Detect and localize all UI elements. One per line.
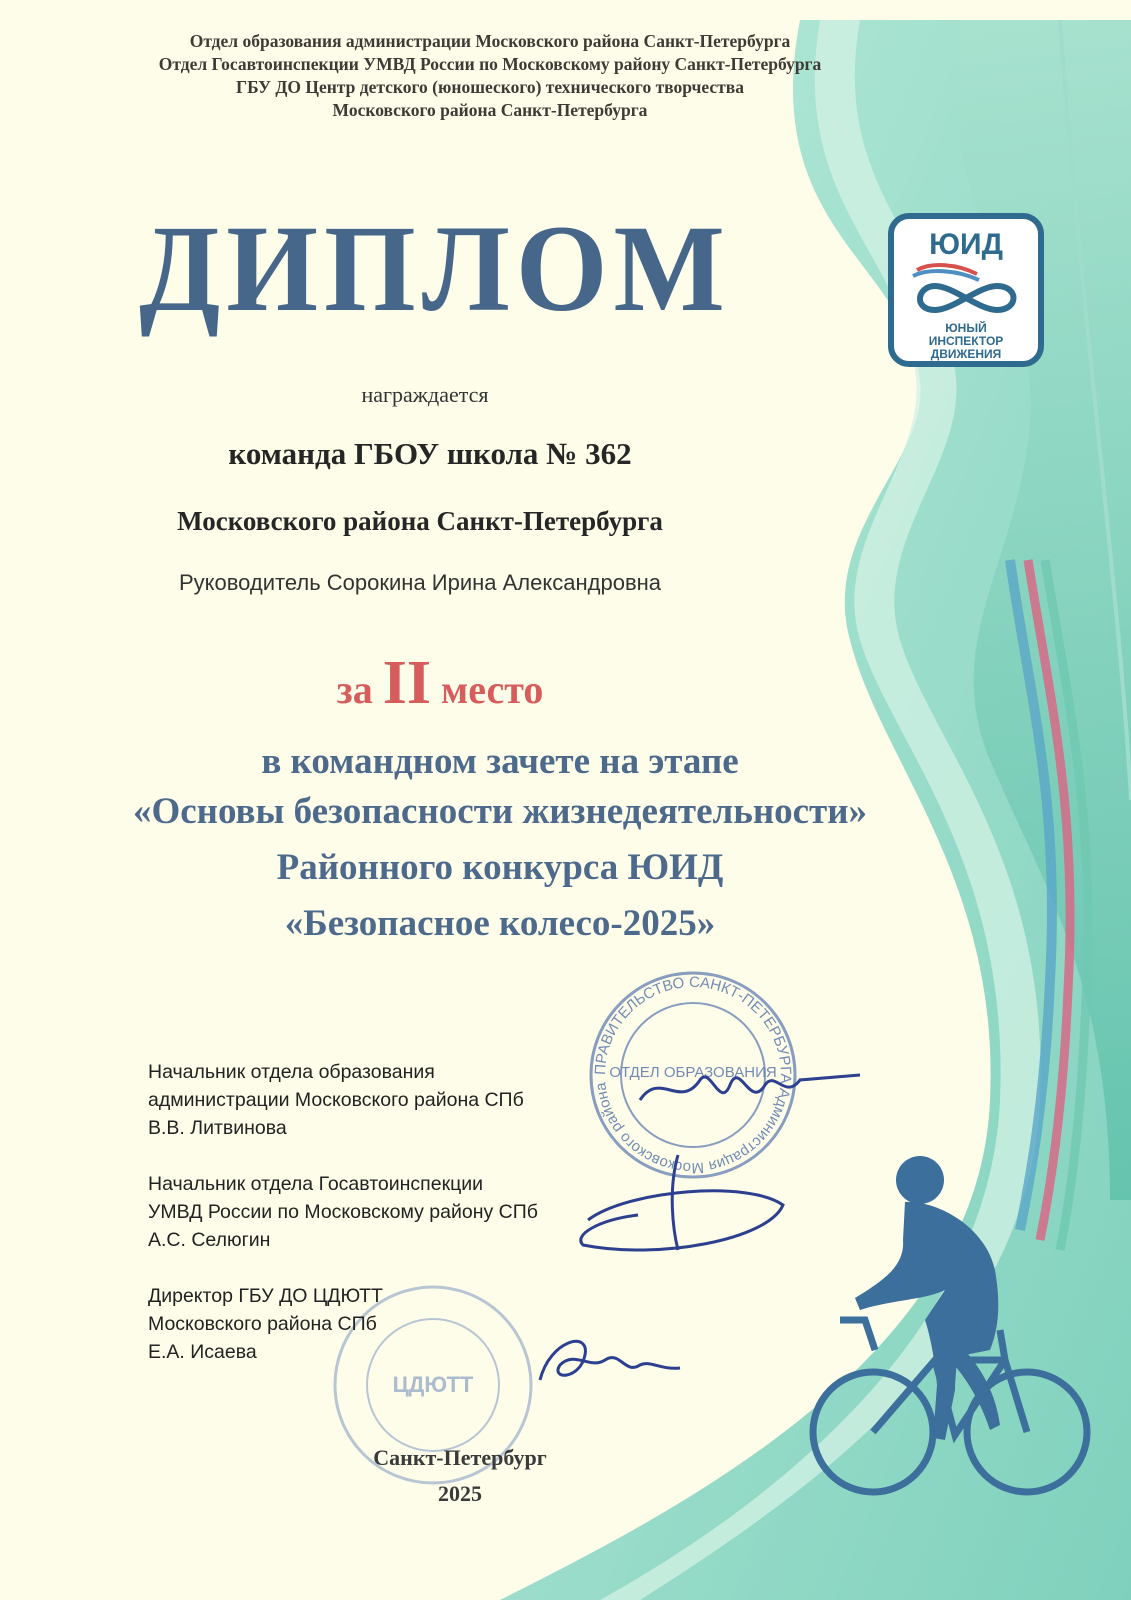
stamp2-center-text: ЦДЮТТ bbox=[392, 1372, 474, 1397]
logo-line-3: ДВИЖЕНИЯ bbox=[930, 347, 1002, 361]
org-line-3: ГБУ ДО Центр детского (юношеского) технического творчества bbox=[236, 77, 744, 97]
team-leader: Руководитель Сорокина Ирина Александровна bbox=[178, 570, 662, 595]
recipient-team: команда ГБОУ школа № 362 bbox=[228, 436, 632, 471]
recipient-district: Московского района Санкт-Петербурга bbox=[177, 506, 663, 536]
place-award bbox=[60, 648, 820, 725]
signatory-3-organization: Московского района СПб bbox=[148, 1313, 377, 1335]
logo-line-1: ЮНЫЙ bbox=[945, 321, 987, 335]
competition-line-3: Районного конкурса ЮИД bbox=[276, 847, 724, 888]
footer-year: 2025 bbox=[438, 1481, 482, 1506]
signatory-2-organization: УМВД России по Московскому району СПб bbox=[148, 1201, 538, 1223]
org-line-2: Отдел Госавтоинспекции УМВД России по Московскому району Санкт-Петербурга bbox=[158, 54, 822, 74]
competition-line-4: «Безопасное колесо-2025» bbox=[284, 903, 716, 944]
place-and-date bbox=[340, 1440, 580, 1512]
signatory-1-organization: администрации Московского района СПб bbox=[148, 1089, 524, 1111]
competition-line-2: «Основы безопасности жизнедеятельности» bbox=[132, 791, 868, 832]
signatory-traffic-police-head bbox=[148, 1170, 538, 1254]
place-number: II bbox=[382, 649, 431, 717]
signatory-director bbox=[148, 1282, 383, 1366]
signatory-education-head bbox=[148, 1058, 524, 1142]
signatory-2-position: Начальник отдела Госавтоинспекции bbox=[148, 1173, 484, 1195]
signatory-1-name: В.В. Литвинова bbox=[148, 1117, 287, 1139]
stamp1-center-text: ОТДЕЛ ОБРАЗОВАНИЯ bbox=[609, 1064, 777, 1081]
signatory-3-position: Директор ГБУ ДО ЦДЮТТ bbox=[148, 1285, 383, 1307]
signature-selyugin bbox=[568, 1150, 798, 1260]
place-suffix: место bbox=[440, 667, 544, 712]
awarded-label: награждается bbox=[361, 382, 489, 407]
diploma-title: ДИПЛОМ bbox=[139, 199, 731, 338]
signature-litvinova bbox=[630, 1040, 870, 1130]
org-line-1: Отдел образования администрации Московского района Санкт-Петербурга bbox=[189, 31, 791, 51]
logo-abbr: ЮИД bbox=[929, 228, 1003, 261]
cyclist-silhouette-icon bbox=[795, 1150, 1095, 1510]
issuing-organizations bbox=[50, 30, 930, 122]
signatory-1-position: Начальник отдела образования bbox=[148, 1061, 435, 1083]
signatory-3-name: Е.А. Исаева bbox=[148, 1341, 257, 1363]
logo-line-2: ИНСПЕКТОР bbox=[928, 334, 1004, 348]
competition-line-1: в командном зачете на этапе bbox=[261, 741, 739, 782]
footer-city: Санкт-Петербург bbox=[373, 1445, 547, 1470]
place-prefix: за bbox=[336, 667, 373, 712]
yuid-logo bbox=[887, 212, 1045, 368]
org-line-4: Московского района Санкт-Петербурга bbox=[332, 100, 648, 120]
signature-isaeva bbox=[530, 1320, 700, 1400]
stamp1-ring-text: ПРАВИТЕЛЬСТВО САНКТ-ПЕТЕРБУРГА Администрация Московского района bbox=[591, 973, 795, 1177]
signatory-2-name: А.С. Селюгин bbox=[148, 1229, 271, 1251]
